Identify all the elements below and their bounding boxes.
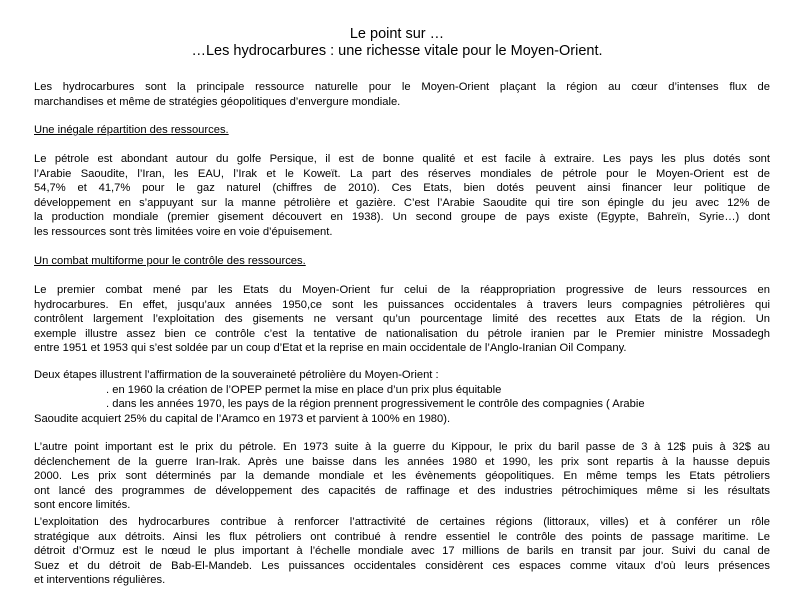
text-line: l’Arabie Saoudite, l’Iran, les EAU, l’Irak et le Koweït. La part des réserves mondiales de pétrole pour le Moyen-Orient est de bbox=[34, 167, 770, 180]
section-2-paragraph bbox=[34, 283, 770, 356]
steps-paragraph bbox=[34, 368, 770, 426]
text-line: les ressources sont très limitées voire en voie d’épuisement. bbox=[34, 225, 333, 238]
section-2 bbox=[34, 254, 770, 269]
straits-paragraph bbox=[34, 515, 770, 588]
price-paragraph bbox=[34, 440, 770, 513]
text-line: L’autre point important est le prix du pétrole. En 1973 suite à la guerre du Kippour, le prix du baril passe de 3 à 12$ puis à 32$ au bbox=[34, 441, 770, 453]
steps-intro: Deux étapes illustrent l’affirmation de la souveraineté pétrolière du Moyen-Orient : bbox=[34, 369, 439, 381]
step-item: . dans les années 1970, les pays de la région prennent progressivement le contrôle des compagnies ( Arabie bbox=[106, 398, 645, 411]
intro-paragraph bbox=[34, 80, 770, 109]
text-line: développement en s’appuyant sur la manne pétrolière et gazière. C’est l’Arabie Saoudite qui tire son épingle du jeu avec 12% de bbox=[34, 196, 770, 209]
title-line-1: Le point sur … bbox=[349, 26, 445, 42]
text-line: stratégique aux détroits. Ainsi les flux pétroliers ont contribué à rendre essentiel le contrôle des points de passage maritime. Le bbox=[34, 530, 770, 543]
section-1 bbox=[34, 123, 770, 138]
text-line: sont encore limités. bbox=[34, 499, 131, 512]
section-heading: Une inégale répartition des ressources. bbox=[34, 124, 229, 136]
text-line: Le pétrole est abondant autour du golfe Persique, il est de bonne qualité et est facile à extraire. Les pays les plus dotés sont bbox=[34, 153, 770, 165]
title-line-2: …Les hydrocarbures : une richesse vitale pour le Moyen-Orient. bbox=[191, 43, 603, 59]
text-line: la production mondiale (premier gisement découvert en 1938). Un second groupe de pays existe (Egypte, Bahreïn, Syrie…) dont bbox=[34, 211, 770, 224]
text-line: Les hydrocarbures sont la principale ressource naturelle pour le Moyen-Orient plaçant la région au cœur d’intenses flux de bbox=[34, 81, 770, 93]
text-line: 54,7% et 41,7% pour le gaz naturel (chiffres de 2010). Ces Etats, bien dotés peuvent ainsi financer leur politique de bbox=[34, 182, 770, 195]
text-line: exemple illustre assez bien ce contrôle c’est la tentative de nationalisation du pétrole iranien par le Premier ministre Mossadegh bbox=[34, 327, 770, 340]
section-heading: Un combat multiforme pour le contrôle des ressources. bbox=[34, 255, 306, 267]
text-line: 2000. Les prix sont déterminés par la demande mondiale et les évènements géopolitiques. En même temps les Etats pétroliers bbox=[34, 470, 770, 483]
text-line: et interventions régulières. bbox=[34, 574, 166, 587]
text-line: ont lancé des programmes de développement des capacités de raffinage et des industries pétrochimiques même si les résultats bbox=[34, 484, 770, 497]
text-line: contrôlent largement l’exploitation des gisements ne versant qu’un pourcentage limité des recettes aux Etats de la région. Un bbox=[34, 313, 770, 326]
text-line: L’exploitation des hydrocarbures contribue à renforcer l’attractivité de certaines régions (littoraux, villes) et à conférer un rôle bbox=[34, 516, 770, 528]
text-line: détroit d’Ormuz est le nœud le plus important à l’échelle mondiale avec 17 millions de barils en transit par jour. Suivi du canal de bbox=[34, 545, 770, 558]
text-line: Suez et du détroit de Bab-El-Mandeb. Les puissances occidentales considèrent ces espaces comme vitaux d’où leurs présences bbox=[34, 559, 770, 572]
step-item: . en 1960 la création de l’OPEP permet la mise en place d’un prix plus équitable bbox=[106, 383, 502, 396]
text-line: entre 1951 et 1953 qui s’est soldée par un coup d’Etat et la reprise en main occidentale de l’Anglo-Iranian Oil Company. bbox=[34, 342, 627, 355]
text-line: hydrocarbures. En effet, jusqu’aux années 1950,ce sont les puissances occidentales à travers leurs compagnies pétrolières qui bbox=[34, 298, 770, 311]
text-line: marchandises et même de stratégies géopolitiques d’envergure mondiale. bbox=[34, 95, 401, 108]
text-line: Saoudite acquiert 25% du capital de l’Aramco en 1973 et parvient à 100% en 1980). bbox=[34, 412, 451, 425]
text-line: déclenchement de la guerre Iran-Irak. Après une baisse dans les années 1980 et 1990, les prix sont repartis à la hausse depuis bbox=[34, 455, 770, 468]
section-1-paragraph bbox=[34, 152, 770, 240]
text-line: Le premier combat mené par les Etats du Moyen-Orient fur celui de la réappropriation progressive de leurs ressources en bbox=[34, 284, 770, 296]
